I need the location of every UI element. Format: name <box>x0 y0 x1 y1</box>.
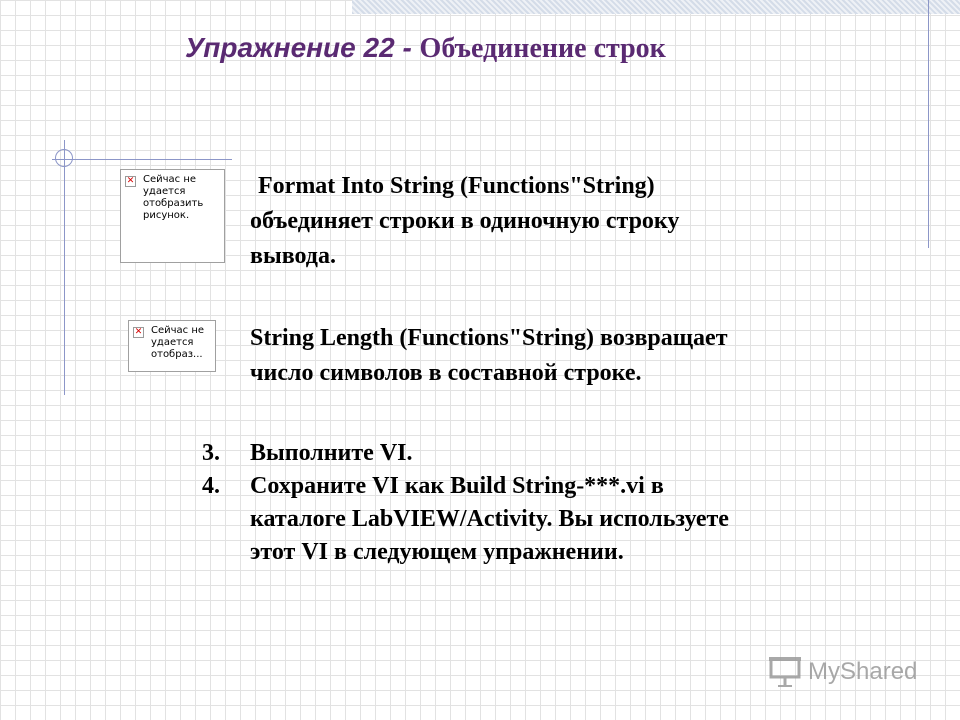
title-sub: Объединение строк <box>419 33 666 64</box>
string-length-description <box>250 321 727 391</box>
list-item-line: Выполните VI. <box>250 440 413 466</box>
paragraph-line: число символов в составной строке. <box>250 360 642 386</box>
steps-list <box>202 437 729 569</box>
placeholder-line: отобраз... <box>151 349 203 360</box>
paragraph-line: объединяет строки в одиночную строку <box>250 208 680 234</box>
placeholder-line: рисунок. <box>143 210 190 221</box>
paragraph-line: String Length (Functions"String) возвращает <box>250 325 728 351</box>
broken-image-icon: ✕ <box>134 327 143 337</box>
header-pattern-band <box>352 0 960 14</box>
broken-image-placeholder <box>128 320 216 372</box>
list-item <box>202 437 729 470</box>
top-guide-line <box>52 159 232 160</box>
list-item-line: каталоге LabVIEW/Activity. Вы используете <box>250 506 729 532</box>
guide-circle-ornament <box>55 149 73 167</box>
projector-screen-icon <box>768 657 802 687</box>
myshared-watermark <box>768 657 917 687</box>
broken-image-placeholder <box>120 169 225 263</box>
paragraph-line: Format Into String (Functions"String) <box>258 173 655 199</box>
list-item-line: этот VI в следующем упражнении. <box>250 539 624 565</box>
list-item-number: 3. <box>202 440 220 466</box>
placeholder-line: Сейчас не <box>151 325 205 336</box>
right-guide-line <box>928 0 929 248</box>
placeholder-line: удается <box>143 186 186 197</box>
paragraph-line: вывода. <box>250 243 336 269</box>
placeholder-line: Сейчас не <box>143 174 197 185</box>
list-item <box>202 470 729 569</box>
format-into-string-description <box>250 169 679 274</box>
list-item-line: Сохраните VI как Build String-***.vi в <box>250 473 664 499</box>
placeholder-line: удается <box>151 337 194 348</box>
slide-title <box>185 30 666 67</box>
left-guide-line <box>64 140 65 395</box>
list-item-number: 4. <box>202 473 220 499</box>
placeholder-text <box>143 174 203 222</box>
broken-image-icon: ✕ <box>126 176 135 186</box>
watermark-text: MyShared <box>808 658 918 685</box>
placeholder-text <box>151 325 204 361</box>
title-main: Упражнение 22 - <box>185 32 420 63</box>
placeholder-line: отобразить <box>143 198 204 209</box>
